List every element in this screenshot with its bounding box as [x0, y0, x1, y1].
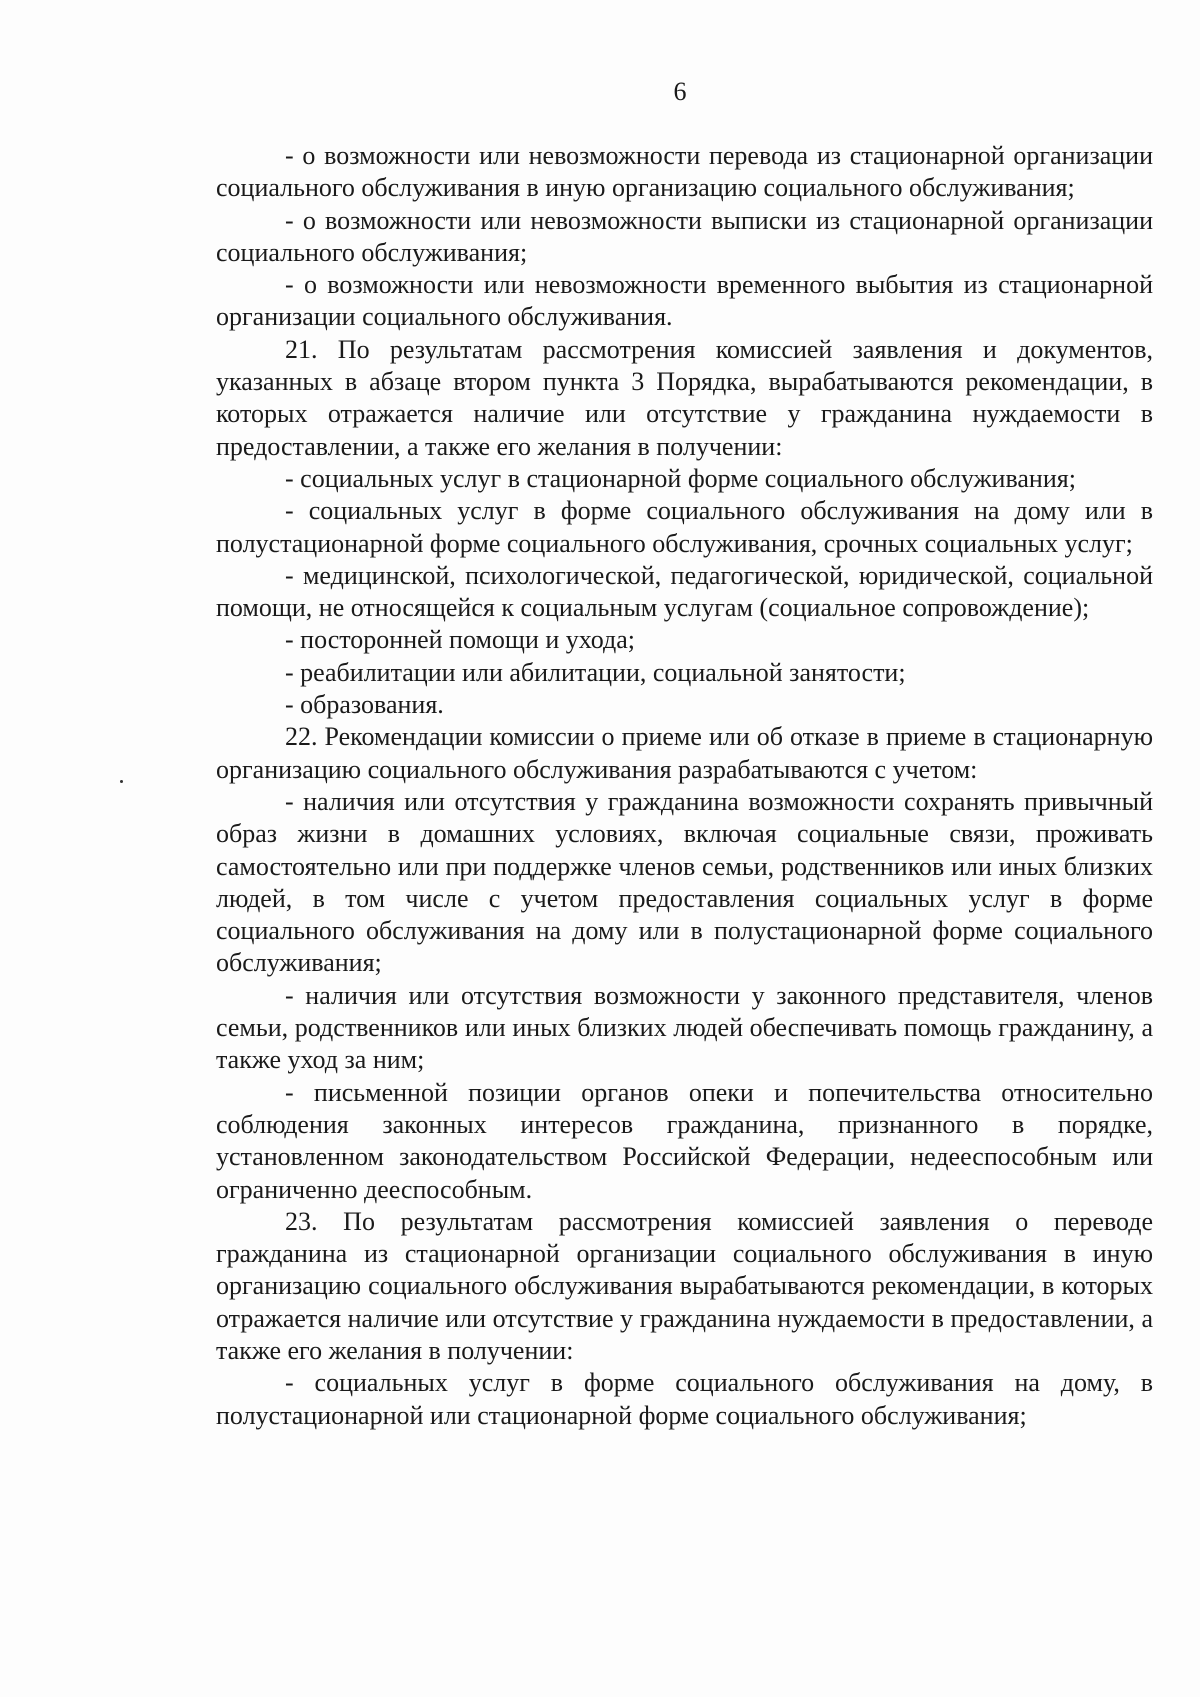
scan-speck [120, 780, 123, 783]
document-body [216, 140, 1153, 1432]
paragraph: - реабилитации или абилитации, социальной занятости; [285, 657, 906, 687]
paragraph: - письменной позиции органов опеки и попечительства относительно соблюдения законных интересов гражданина, признанного в порядке, установленном законодательством Российской Федерации, недееспособным или ограниченно дееспособным. [216, 1077, 1153, 1204]
paragraph: - о возможности или невозможности перевода из стационарной организации социального обслуживания в иную организацию социального обслуживания; [216, 141, 1153, 203]
paragraph: - о возможности или невозможности выписки из стационарной организации социального обслуживания; [216, 205, 1153, 267]
paragraph: - образования. [285, 690, 444, 720]
page-number: 6 [673, 77, 687, 106]
paragraph: - о возможности или невозможности временного выбытия из стационарной организации социального обслуживания. [216, 270, 1153, 332]
paragraph: - наличия или отсутствия возможности у законного представителя, членов семьи, родственников или иных близких людей обеспечивать помощь гражданину, а также уход за ним; [216, 980, 1153, 1075]
paragraph: - наличия или отсутствия у гражданина возможности сохранять привычный образ жизни в домашних условиях, включая социальные связи, проживать самостоятельно или при поддержке членов семьи, родственников или иных близких людей, в том числе с учетом предоставления социальных услуг в форме социального обслуживания на дому или в полустационарной форме социального обслуживания; [216, 786, 1153, 978]
paragraph: - социальных услуг в форме социального обслуживания на дому, в полустационарной или стационарной форме социального обслуживания; [216, 1368, 1153, 1430]
paragraph: - медицинской, психологической, педагогической, юридической, социальной помощи, не относящейся к социальным услугам (социальное сопровождение); [216, 560, 1153, 623]
paragraph: - социальных услуг в стационарной форме социального обслуживания; [285, 463, 1076, 493]
paragraph: - посторонней помощи и ухода; [285, 625, 636, 655]
paragraph: - социальных услуг в форме социального обслуживания на дому или в полустационарной форме социального обслуживания, срочных социальных услуг; [216, 496, 1153, 558]
paragraph: 22. Рекомендации комиссии о приеме или об отказе в приеме в стационарную организацию социального обслуживания разрабатываются с учетом: [216, 722, 1153, 784]
paragraph: 21. По результатам рассмотрения комиссией заявления и документов, указанных в абзаце втором пункта 3 Порядка, вырабатываются рекомендации, в которых отражается наличие или отсутствие у гражданина нуждаемости в предоставлении, а также его желания в получении: [216, 334, 1153, 461]
paragraph: 23. По результатам рассмотрения комиссией заявления о переводе гражданина из стационарной организации социального обслуживания в иную организацию социального обслуживания вырабатываются рекомендации, в которых отражается наличие или отсутствие у гражданина нуждаемости в предоставлении, а также его желания в получении: [216, 1206, 1153, 1365]
